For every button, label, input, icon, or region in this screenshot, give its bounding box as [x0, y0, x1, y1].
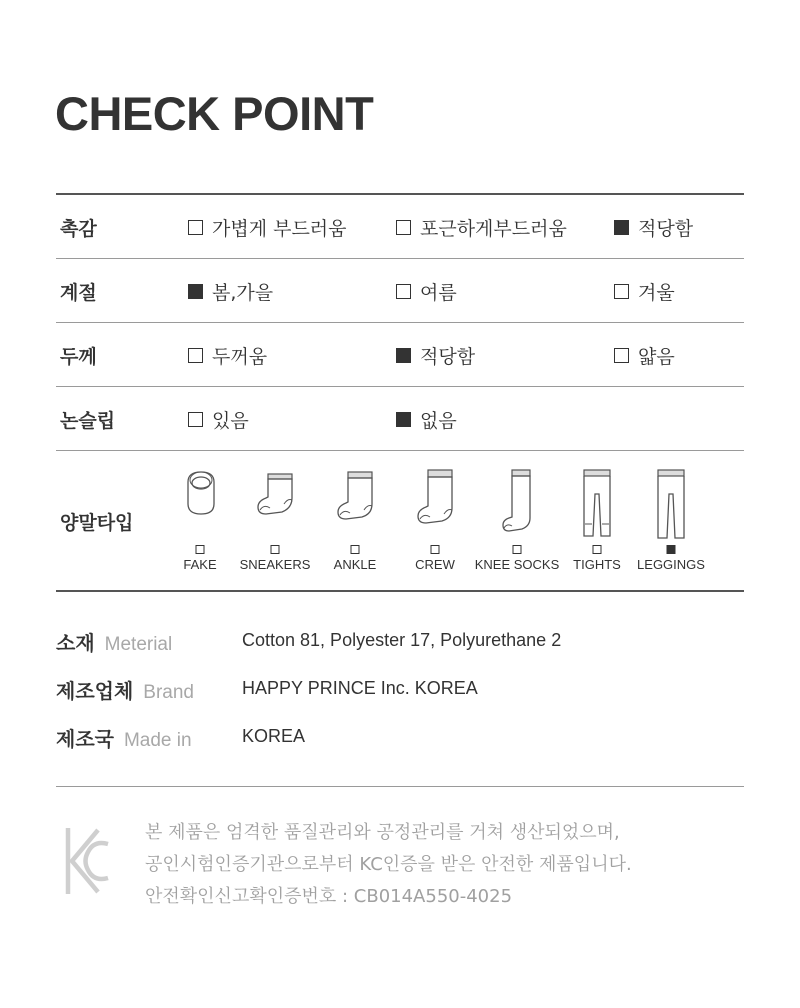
divider: [56, 322, 744, 323]
material-value: Cotton 81, Polyester 17, Polyurethane 2: [242, 630, 562, 650]
checkbox-unchecked: [188, 220, 203, 235]
ankle-sock-icon: [334, 468, 378, 524]
sock-type-caption: TIGHTS: [573, 557, 621, 572]
material-label: 소재 Meterial: [56, 631, 173, 655]
leggings-checkbox: [667, 545, 676, 554]
checkbox-unchecked: [396, 284, 411, 299]
section-divider: [56, 590, 744, 592]
sock-type-caption: KNEE SOCKS: [474, 557, 560, 572]
origin-label: 제조국 Made in: [56, 727, 192, 751]
thickness-option-thick: 두꺼움: [188, 342, 267, 369]
nonslip-option-no: 없음: [396, 406, 457, 433]
sock-type-label: 양말타입: [60, 512, 134, 534]
checkbox-checked: [396, 412, 411, 427]
feel-option-light-soft: 가볍게 부드러움: [188, 214, 347, 241]
tights-checkbox: [593, 545, 602, 554]
fake-checkbox: [196, 545, 205, 554]
sock-type-caption: FAKE: [183, 557, 217, 572]
nonslip-label: 논슬립: [60, 410, 116, 432]
feel-label: 촉감: [60, 218, 97, 240]
season-option-spring-fall: 봄,가을: [188, 278, 273, 305]
feel-option-cozy-soft: 포근하게부드러움: [396, 214, 567, 241]
fake-sock-icon: [184, 468, 218, 518]
brand-value: HAPPY PRINCE Inc. KOREA: [242, 678, 478, 698]
season-option-summer: 여름: [396, 278, 457, 305]
top-divider: [56, 193, 744, 195]
sock-type-caption: SNEAKERS: [239, 557, 311, 572]
knee-socks-checkbox: [513, 545, 522, 554]
thickness-row: [56, 336, 744, 376]
feel-row: [56, 208, 744, 248]
leggings-icon: [654, 468, 688, 540]
page-title: CHECK POINT: [55, 87, 374, 140]
sock-type-caption: ANKLE: [333, 557, 377, 572]
ankle-checkbox: [351, 545, 360, 554]
sock-type-caption: CREW: [415, 557, 455, 572]
certification-notice-line: 공인시험인증기관으로부터 KC인증을 받은 안전한 제품입니다.: [145, 854, 632, 875]
checkbox-unchecked: [188, 412, 203, 427]
season-label: 계절: [60, 282, 97, 304]
feel-option-moderate: 적당함: [614, 214, 693, 241]
checkbox-unchecked: [188, 348, 203, 363]
divider: [56, 786, 744, 787]
knee-sock-icon: [500, 468, 536, 536]
certification-notice-line: 본 제품은 엄격한 품질관리와 공정관리를 거쳐 생산되었으며,: [145, 822, 620, 843]
thickness-option-thin: 얇음: [614, 342, 675, 369]
season-row: [56, 272, 744, 312]
checkbox-checked: [614, 220, 629, 235]
certification-number: 안전확인신고확인증번호 : CB014A550-4025: [145, 886, 513, 907]
season-option-winter: 겨울: [614, 278, 675, 305]
checkbox-checked: [188, 284, 203, 299]
thickness-option-moderate: 적당함: [396, 342, 475, 369]
checkbox-unchecked: [396, 220, 411, 235]
checkbox-checked: [396, 348, 411, 363]
sneakers-sock-icon: [254, 468, 298, 518]
checkbox-unchecked: [614, 284, 629, 299]
thickness-label: 두께: [60, 346, 97, 368]
kc-mark-icon: [64, 826, 112, 896]
crew-checkbox: [431, 545, 440, 554]
origin-value: KOREA: [242, 726, 306, 746]
tights-icon: [580, 468, 614, 540]
divider: [56, 258, 744, 259]
divider: [56, 386, 744, 387]
nonslip-option-yes: 있음: [188, 406, 249, 433]
sock-type-caption: LEGGINGS: [637, 557, 705, 572]
crew-sock-icon: [414, 468, 458, 528]
checkbox-unchecked: [614, 348, 629, 363]
sneakers-checkbox: [271, 545, 280, 554]
nonslip-row: [56, 400, 744, 440]
brand-label: 제조업체 Brand: [56, 679, 194, 703]
